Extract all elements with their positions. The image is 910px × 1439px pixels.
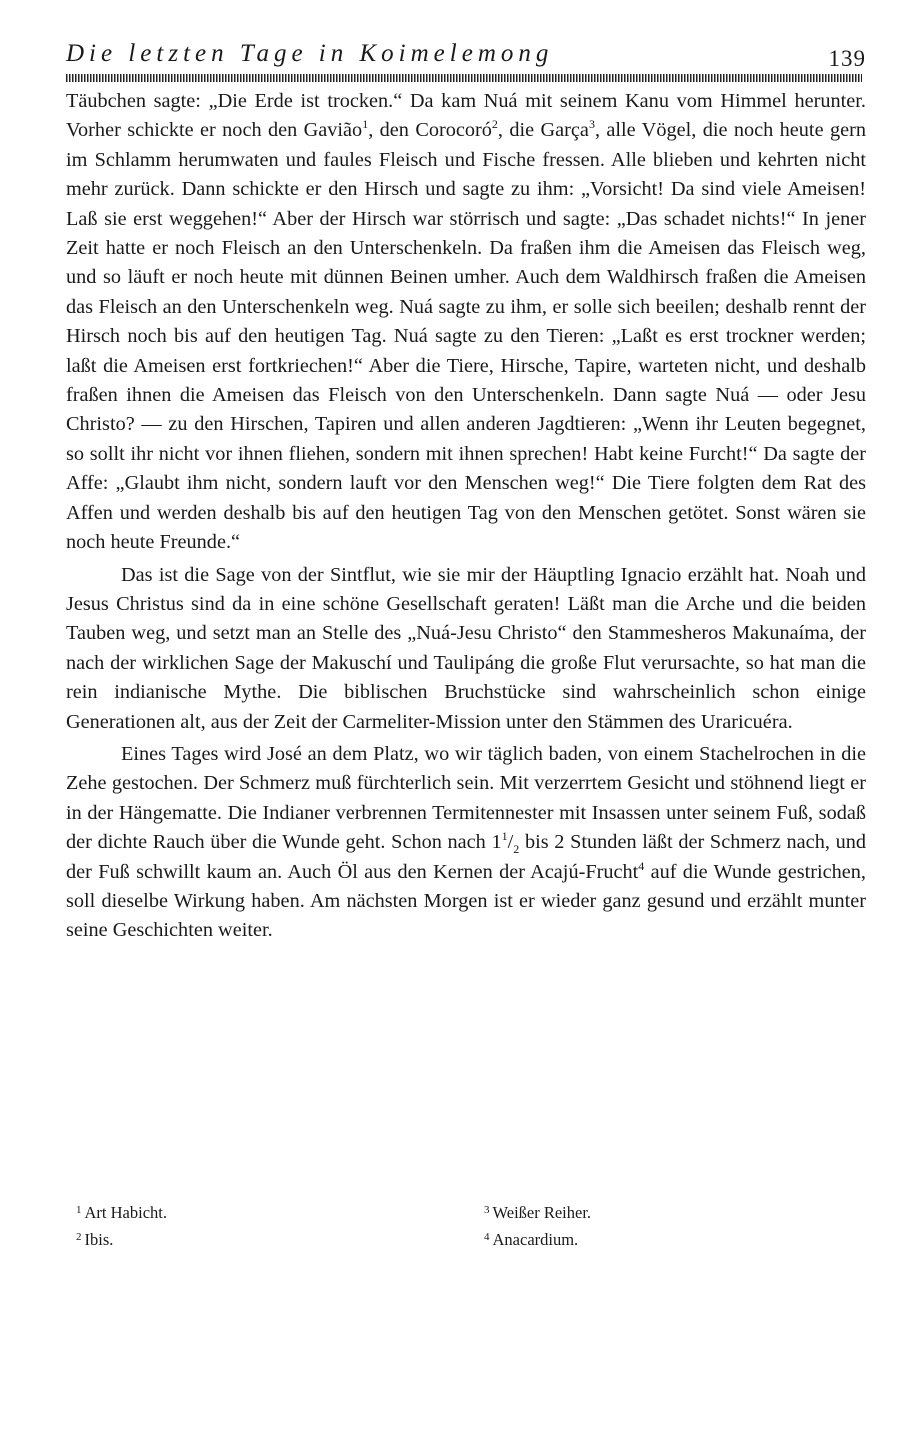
paragraph-1-text-a: Täubchen sagte: „Die Erde ist trocken.“ Da kam Nuá mit seinem Kanu vom Himmel herunter. Vorher schickte er noch den Gavião (66, 90, 866, 142)
footnote-text: Ibis. (84, 1230, 114, 1249)
page-number: 139 (828, 46, 866, 71)
fraction-denominator: 2 (513, 842, 520, 857)
paragraph-2: Das ist die Sage von der Sintflut, wie sie mir der Häuptling Ignacio erzählt hat. Noah und Jesus Christus sind da in eine schöne Gesellschaft geraten! Läßt man die Arche und die beiden Tauben weg, und setzt man an Stelle des „Nuá-Jesu Christo“ den Stammesheros Makunaíma, der nach der wirklichen Sage der Makuschí und Taulipáng die große Flut verursachte, so hat man die rein indianische Mythe. Die biblischen Bruchstücke sind wahrscheinlich schon einige Generationen alt, aus der Zeit der Carmeliter-Mission unter den Stämmen des Uraricuéra. (66, 563, 866, 733)
footnote-text: Weißer Reiher. (492, 1203, 592, 1222)
running-title: Die letzten Tage in Koimelemong (66, 40, 554, 67)
footnote-mark: 3 (484, 1204, 490, 1216)
footnote-ref-4: 4 (638, 858, 645, 873)
paragraph-1-text-b: , den Corocoró (368, 119, 492, 142)
paragraph-3-text-b: bis 2 Stunden läßt der Schmerz nach, und der Fuß schwillt kaum an. Auch Öl aus den Kernen der Acajú-Frucht (66, 831, 866, 883)
paragraph-1 (66, 87, 866, 558)
footnote-1 (76, 1198, 167, 1225)
footnote-2 (76, 1225, 167, 1252)
body-text (66, 87, 866, 946)
footnotes-left-column (76, 1198, 167, 1252)
paragraph-1-text-d: , alle Vögel, die noch heute gern im Schlamm herumwaten und faules Fleisch und Fische fressen. Alle blieben und kehrten nicht mehr zurück. Dann schickte er den Hirsch und sagte zu ihm: „Vorsicht! Da sind viele Ameisen! Laß sie erst weggehen!“ Aber der Hirsch war störrisch und sagte: „Das schadet nichts!“ In jener Zeit hatte er noch Fleisch an den Unterschenkeln. Da fraßen ihm die Ameisen das Fleisch weg, und so läuft er noch heute mit dünnen Beinen umher. Auch dem Waldhirsch fraßen die Ameisen das Fleisch an den Unterschenkeln weg. Nuá sagte zu ihm, er solle sich beeilen; deshalb rennt der Hirsch noch bis auf den heutigen Tag. Nuá sagte zu den Tieren: „Laßt es erst trockner werden; laßt die Ameisen erst fortkriechen!“ Aber die Tiere, Hirsche, Tapire, warteten nicht, und deshalb fraßen ihnen die Ameisen das Fleisch von den Unterschenkeln. Dann sagte Nuá — oder Jesu Christo? — zu den Hirschen, Tapiren und allen anderen Jagdtieren: „Wenn ihr Leuten begegnet, so sollt ihr nicht vor ihnen fliehen, sondern mit ihnen sprechen! Habt keine Furcht!“ Da sagte der Affe: „Glaubt ihm nicht, sondern lauft vor den Menschen weg!“ Die Tiere folgten dem Rat des Affen und werden deshalb bis auf den heutigen Tag von den Menschen getötet. Sonst wären sie noch heute Freunde.“ (66, 119, 866, 554)
paragraph-3: Eines Tages wird José an dem Platz, wo wir täglich baden, von einem Stachelrochen in die Zehe gestochen. Der Schmerz muß fürchterlich sein. Mit verzerrtem Gesicht und stöhnend liegt er in der Hängematte. Die Indianer verbrennen Termitennester mit Insassen unter seinem Fuß, sodaß der dichte Rauch über die Wunde geht. Schon nach $1^1/_2$ bis 2 Stunden läßt der Schmerz nach, und der Fuß schwillt kaum an. Auch Öl aus den Kernen der Acajú-Frucht$^4$ auf die Wunde gestrichen, soll dieselbe Wirkung haben. Am nächsten Morgen ist er wieder ganz gesund und erzählt munter seine Geschichten weiter. (66, 742, 866, 942)
footnote-3 (484, 1198, 591, 1225)
fraction-numerator: 1 (501, 829, 508, 844)
footnote-mark: 1 (76, 1204, 82, 1216)
header-rule (66, 74, 862, 82)
footnote-mark: 4 (484, 1231, 490, 1243)
paragraph-1-text-c: , die Garça (497, 119, 589, 142)
paragraph-3-text-a: Eines Tages wird José an dem Platz, wo wir täglich baden, von einem Stachelrochen in die Zehe gestochen. Der Schmerz muß fürchterlich sein. Mit verzerrtem Gesicht und stöhnend liegt er in der Hängematte. Die Indianer verbrennen Termitennester mit Insassen unter seinem Fuß, sodaß der dichte Rauch über die Wunde geht. Schon nach 1 (66, 742, 866, 854)
footnote-4 (484, 1225, 591, 1252)
paragraph-3-text-c: auf die Wunde gestrichen, soll dieselbe Wirkung haben. Am nächsten Morgen ist er wieder ganz gesund und erzählt munter seine Geschichten weiter. (66, 860, 866, 942)
footnote-mark: 2 (76, 1231, 82, 1243)
footnote-text: Anacardium. (492, 1230, 579, 1249)
footnote-ref-2: 2 (491, 117, 498, 132)
footnote-ref-3: 3 (588, 117, 595, 132)
page-header (66, 40, 866, 76)
footnotes-right-column (484, 1198, 591, 1252)
footnote-text: Art Habicht. (84, 1203, 167, 1222)
footnote-ref-1: 1 (362, 117, 369, 132)
